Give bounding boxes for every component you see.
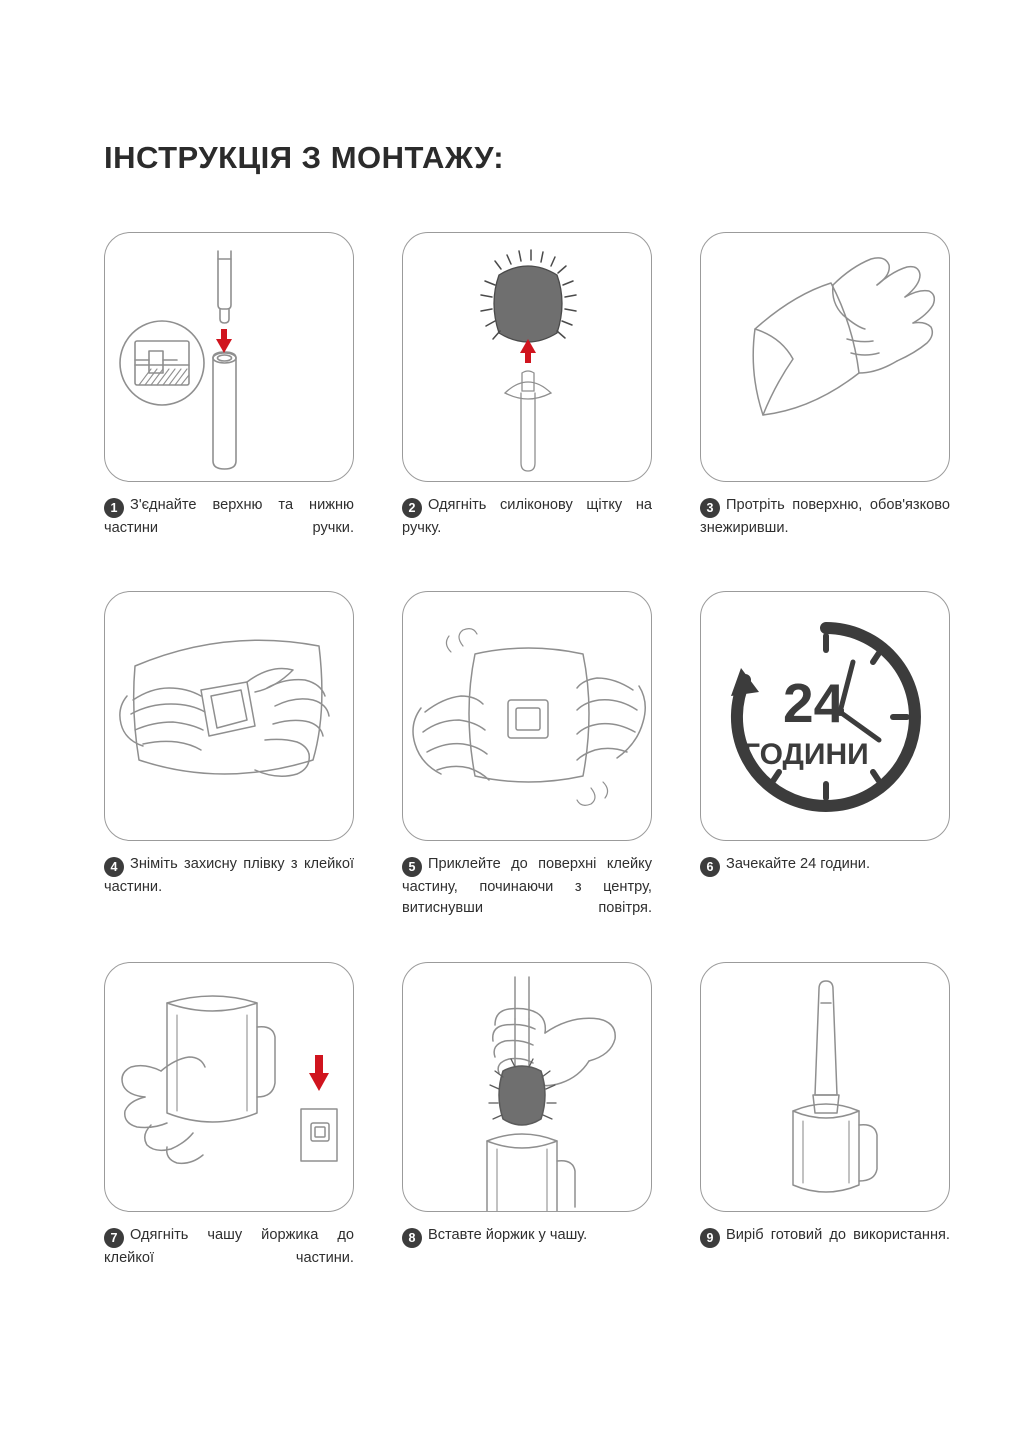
step-text: Протріть поверхню, обов'язково знежиривши. [700, 497, 950, 536]
step-text: З'єднайте верхню та нижню частини ручки. [104, 497, 354, 536]
step-7-caption [104, 1225, 354, 1299]
step-8 [402, 962, 652, 1299]
page-title: ІНСТРУКЦІЯ З МОНТАЖУ: [104, 140, 505, 175]
insert-brush-icon [403, 963, 652, 1212]
step-2-caption [402, 495, 652, 569]
step-6 [700, 591, 950, 940]
step-text: Зніміть захисну плівку з клейкої частини. [104, 856, 354, 895]
step-text: Одягніть чашу йоржика до клейкої частини. [104, 1227, 354, 1267]
clock-24-hours-icon [701, 592, 950, 841]
step-number-badge: 1 [104, 498, 124, 518]
wipe-surface-icon [701, 233, 950, 482]
clock-hours-label: ГОДИНИ [743, 738, 869, 771]
step-number-badge: 7 [104, 1228, 124, 1248]
step-4-caption [104, 854, 354, 928]
step-text: Вставте йоржик у чашу. [428, 1227, 588, 1244]
step-2-illustration-panel [402, 232, 652, 482]
step-9-illustration-panel [700, 962, 950, 1212]
step-5 [402, 591, 652, 940]
step-number-badge: 6 [700, 857, 720, 877]
step-3-illustration-panel [700, 232, 950, 482]
red-arrow-up-icon [520, 339, 536, 363]
step-1-caption [104, 495, 354, 569]
step-1 [104, 232, 354, 569]
step-1-illustration-panel [104, 232, 354, 482]
step-text: Зачекайте 24 години. [726, 856, 871, 872]
step-text: Виріб готовий до використання. [726, 1227, 950, 1244]
step-5-illustration-panel [402, 591, 652, 841]
step-4-illustration-panel [104, 591, 354, 841]
step-number-badge: 9 [700, 1228, 720, 1248]
finished-product-icon [701, 963, 950, 1212]
press-adhesive-pad-icon [403, 592, 652, 841]
step-3 [700, 232, 950, 569]
step-number-badge: 8 [402, 1228, 422, 1248]
step-text: Приклейте до поверхні клейку частину, починаючи з центру, витиснувши повітря. [402, 856, 652, 917]
step-number-badge: 4 [104, 857, 124, 877]
step-7-illustration-panel [104, 962, 354, 1212]
red-arrow-down-icon [216, 329, 232, 353]
step-4 [104, 591, 354, 940]
step-6-caption [700, 854, 950, 928]
step-9 [700, 962, 950, 1299]
step-3-caption [700, 495, 950, 569]
brush-head-attach-icon [403, 233, 652, 482]
step-2 [402, 232, 652, 569]
red-arrow-down-icon [309, 1055, 329, 1091]
step-text: Одягніть силіконову щітку на ручку. [402, 497, 652, 536]
step-number-badge: 2 [402, 498, 422, 518]
steps-grid [104, 232, 950, 1299]
step-7 [104, 962, 354, 1299]
step-5-caption [402, 854, 652, 940]
step-9-caption [700, 1225, 950, 1299]
handle-assembly-icon [105, 233, 354, 482]
step-number-badge: 5 [402, 857, 422, 877]
step-8-caption [402, 1225, 652, 1299]
mount-cup-icon [105, 963, 354, 1212]
step-6-illustration-panel [700, 591, 950, 841]
peel-protective-film-icon [105, 592, 354, 841]
step-8-illustration-panel [402, 962, 652, 1212]
step-number-badge: 3 [700, 498, 720, 518]
clock-hours-number: 24 [783, 672, 845, 734]
